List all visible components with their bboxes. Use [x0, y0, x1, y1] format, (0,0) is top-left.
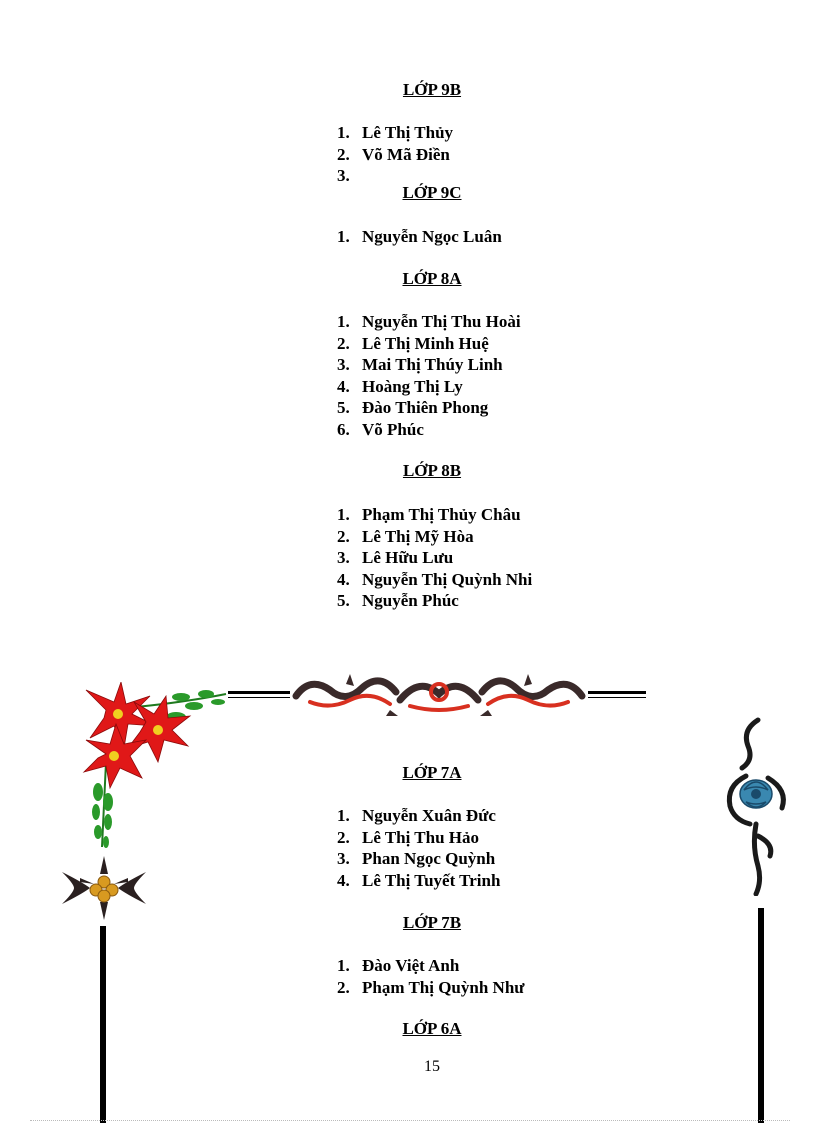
item-number: 4. [337, 376, 350, 396]
student-list-9b [337, 122, 453, 187]
item-number: 2. [337, 333, 350, 353]
item-number: 3. [337, 849, 350, 869]
border-line-top-left-thin [228, 697, 290, 698]
student-name: Lê Thị Thủy [362, 123, 454, 142]
item-number: 6. [337, 419, 350, 439]
bottom-dotted-rule [30, 1120, 790, 1121]
student-name: Phan Ngọc Quỳnh [362, 849, 496, 869]
list-item [337, 569, 532, 591]
student-name: Nguyễn Thị Thu Hoài [362, 312, 521, 331]
list-item [337, 354, 521, 376]
student-name: Lê Thị Tuyết Trinh [362, 870, 501, 890]
item-number: 1. [337, 123, 350, 142]
item-number: 1. [337, 505, 350, 524]
item-number: 2. [337, 144, 350, 164]
list-item [337, 333, 521, 355]
item-number: 1. [337, 312, 350, 331]
blue-rose-tribal-icon [722, 716, 792, 896]
list-item [337, 870, 500, 892]
student-name: Phạm Thị Quỳnh Như [362, 977, 525, 997]
border-line-right [758, 908, 764, 1123]
item-number: 4. [337, 569, 350, 589]
list-item [337, 590, 532, 612]
student-name: Nguyễn Phúc [362, 591, 459, 611]
item-number: 4. [337, 870, 350, 890]
student-name: Nguyễn Xuân Đức [362, 806, 496, 825]
item-number: 3. [337, 548, 350, 568]
item-number: 1. [337, 227, 350, 246]
item-number: 2. [337, 526, 350, 546]
student-name: Võ Mã Điền [362, 144, 450, 164]
list-item [337, 376, 521, 398]
border-line-top-left [228, 691, 290, 694]
student-name: Võ Phúc [362, 419, 424, 439]
item-number: 1. [337, 956, 350, 975]
class-heading-8b: LỚP 8B [402, 461, 462, 480]
class-heading-6a: LỚP 6A [402, 1019, 462, 1038]
border-line-top-right [588, 691, 646, 694]
student-list-8a [337, 311, 521, 441]
item-number: 2. [337, 977, 350, 997]
student-name: Phạm Thị Thủy Châu [362, 505, 521, 524]
student-list-9c [337, 226, 502, 248]
class-heading-7b: LỚP 7B [402, 913, 462, 932]
list-item [337, 144, 453, 166]
poinsettia-corner-icon [76, 682, 232, 852]
student-name: Nguyễn Thị Quỳnh Nhi [362, 569, 533, 589]
page-number: 15 [424, 1058, 440, 1075]
item-number: 5. [337, 398, 350, 418]
border-line-top-right-thin [588, 697, 646, 698]
list-item [337, 419, 521, 441]
list-item [337, 955, 524, 977]
list-item [337, 848, 500, 870]
student-name: Lê Thị Mỹ Hòa [362, 526, 474, 546]
item-number: 3. [337, 355, 350, 375]
tribal-banner-icon [290, 670, 588, 718]
list-item [337, 397, 521, 419]
list-item [337, 977, 524, 999]
list-item [337, 122, 453, 144]
item-number: 2. [337, 827, 350, 847]
item-number: 3. [337, 166, 350, 186]
list-item [337, 805, 500, 827]
student-list-7b [337, 955, 524, 998]
list-item [337, 226, 502, 248]
list-item [337, 526, 532, 548]
student-name: Đào Thiên Phong [362, 398, 489, 418]
class-heading-9b: LỚP 9B [402, 80, 462, 99]
list-item [337, 311, 521, 333]
student-name: Lê Hữu Lưu [362, 548, 454, 568]
student-name: Đào Việt Anh [362, 956, 460, 975]
list-item [337, 827, 500, 849]
item-number: 5. [337, 591, 350, 611]
student-name: Hoàng Thị Ly [362, 376, 463, 396]
list-item [337, 547, 532, 569]
item-number: 1. [337, 806, 350, 825]
student-name: Mai Thị Thúy Linh [362, 355, 503, 375]
student-name: Nguyễn Ngọc Luân [362, 227, 502, 246]
border-line-left [100, 926, 106, 1123]
tribal-gold-ornament-icon [60, 852, 148, 924]
class-heading-9c: LỚP 9C [402, 183, 462, 202]
student-name: Lê Thị Minh Huệ [362, 333, 489, 353]
student-list-7a [337, 805, 500, 891]
class-heading-8a: LỚP 8A [402, 269, 462, 288]
student-name: Lê Thị Thu Hảo [362, 827, 480, 847]
class-heading-7a: LỚP 7A [402, 763, 462, 782]
list-item [337, 504, 532, 526]
student-list-8b [337, 504, 532, 612]
